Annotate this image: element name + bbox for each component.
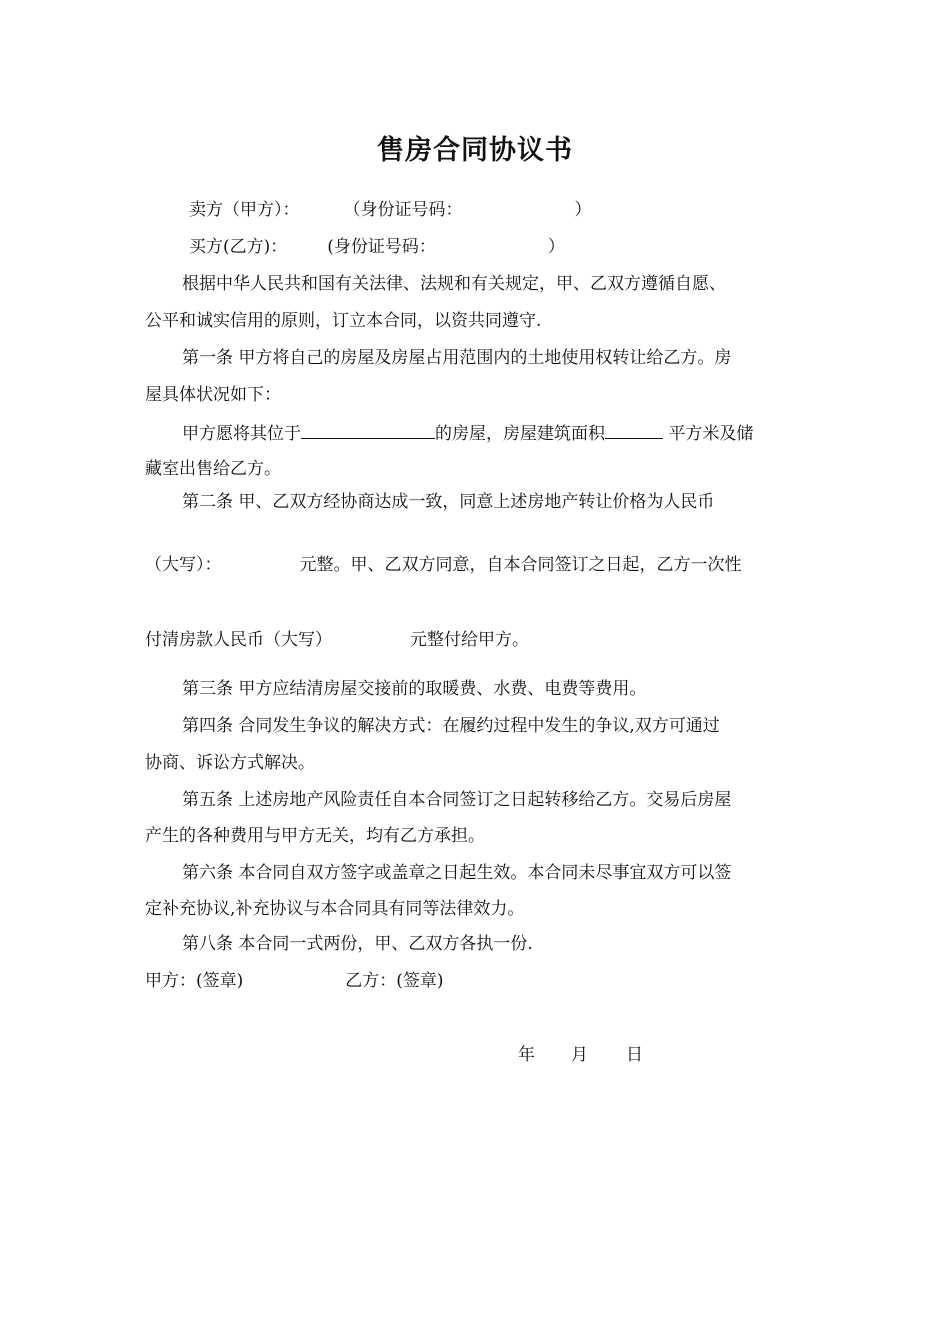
party-b-signature: 乙方：(签章) [345, 971, 444, 991]
house-line [182, 420, 753, 446]
buyer-line [189, 235, 565, 259]
house-location-blank [301, 420, 435, 439]
house-area-blank [605, 420, 663, 439]
house-line-2: 藏室出售给乙方。 [145, 459, 281, 479]
payment-label: 付清房款人民币（大写） [145, 630, 332, 650]
buyer-label: 买方(乙方)： [189, 237, 288, 257]
seller-line [189, 198, 592, 222]
date-day: 日 [626, 1045, 643, 1065]
article-2-line-1: 第二条 甲、乙双方经协商达成一致，同意上述房地产转让价格为人民币 [182, 492, 715, 512]
buyer-id-close: ） [547, 237, 565, 257]
seller-id-close: ） [574, 200, 592, 220]
article-8: 第八条 本合同一式两份，甲、乙双方各执一份. [182, 934, 533, 954]
house-area-unit: 平方米及储 [663, 424, 754, 444]
payment-text: 元整付给甲方。 [410, 630, 529, 650]
date-line [518, 1043, 643, 1067]
article-4-line-1: 第四条 合同发生争议的解决方式：在履约过程中发生的争议,双方可通过 [182, 716, 720, 736]
buyer-id-label: (身份证号码： [327, 237, 436, 257]
seller-id-label: （身份证号码： [343, 200, 463, 220]
house-area-label: 的房屋，房屋建筑面积 [435, 424, 605, 444]
article-6-line-2: 定补充协议,补充协议与本合同具有同等法律效力。 [145, 899, 525, 919]
article-1-line-1: 第一条 甲方将自己的房屋及房屋占用范围内的土地使用权转让给乙方。房 [182, 348, 732, 368]
date-month: 月 [571, 1045, 588, 1065]
article-4-line-2: 协商、诉讼方式解决。 [145, 753, 315, 773]
article-3: 第三条 甲方应结清房屋交接前的取暖费、水费、电费等费用。 [182, 679, 647, 699]
price-upper-label: （大写）： [145, 555, 222, 575]
article-1-line-2: 屋具体状况如下： [145, 385, 281, 405]
seller-label: 卖方（甲方）： [189, 200, 300, 220]
article-2-line-2 [145, 553, 742, 577]
page-title: 售房合同协议书 [377, 135, 573, 166]
preamble-line-1: 根据中华人民共和国有关法律、法规和有关规定，甲、乙双方遵循自愿、 [182, 274, 726, 294]
preamble-line-2: 公平和诚实信用的原则，订立本合同，以资共同遵守. [145, 311, 542, 331]
house-location-label: 甲方愿将其位于 [182, 424, 301, 444]
article-6-line-1: 第六条 本合同自双方签字或盖章之日起生效。本合同未尽事宜双方可以签 [182, 863, 732, 883]
date-year: 年 [518, 1045, 535, 1065]
price-upper-text: 元整。甲、乙双方同意，自本合同签订之日起，乙方一次性 [299, 555, 742, 575]
article-5-line-1: 第五条 上述房地产风险责任自本合同签订之日起转移给乙方。交易后房屋 [182, 790, 732, 810]
party-a-signature: 甲方：(签章) [145, 971, 244, 991]
signature-line [145, 969, 444, 993]
article-5-line-2: 产生的各种费用与甲方无关，均有乙方承担。 [145, 826, 485, 846]
article-2-line-3 [145, 628, 529, 652]
